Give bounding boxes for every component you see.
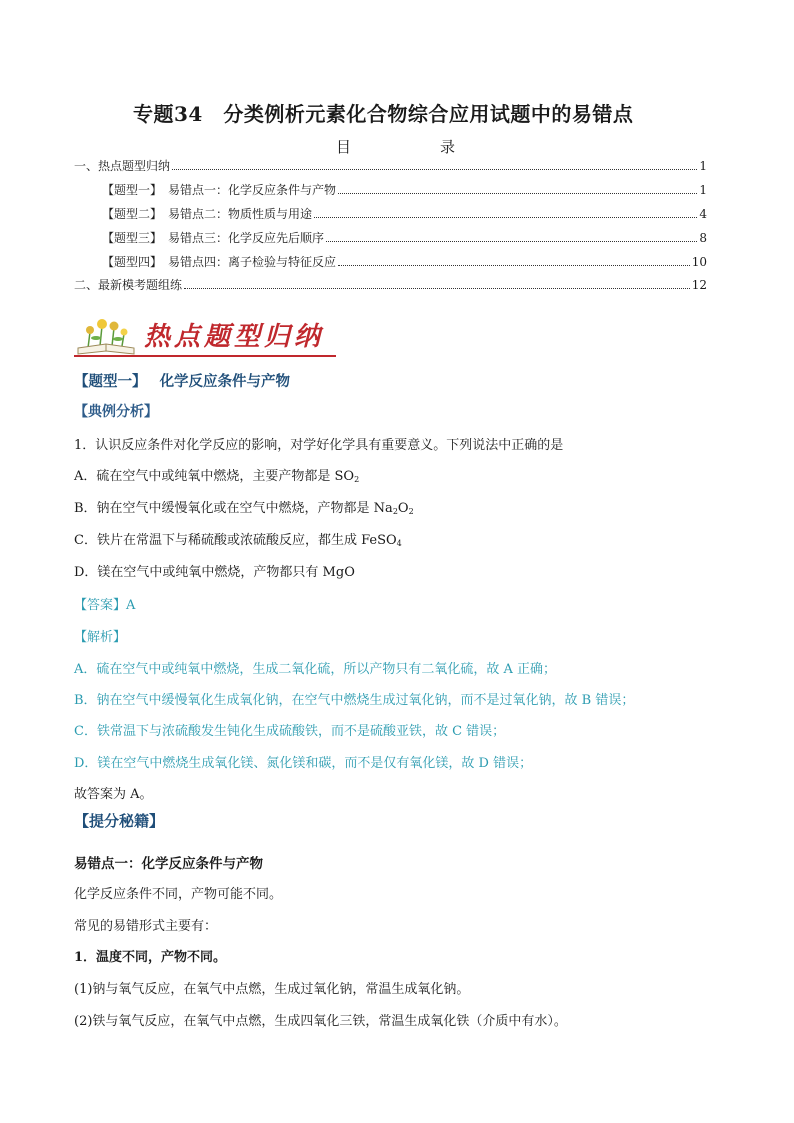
tips-title: 易错点一：化学反应条件与产物 (74, 856, 263, 872)
section-banner (74, 312, 336, 358)
toc-label: 【题型四】 易错点四：离子检验与特征反应 (102, 255, 337, 269)
toc-row-5[interactable] (102, 254, 707, 270)
toc-heading-b: 录 (440, 138, 456, 156)
toc-leader (338, 184, 697, 194)
example-analysis-tag: 【典例分析】 (74, 404, 158, 420)
toc-heading-a: 目 (336, 138, 352, 156)
toc-leader (314, 208, 697, 218)
analysis-line-d: D．镁在空气中燃烧生成氧化镁、氮化镁和碳，而不是仅有氧化镁，故 D 错误； (74, 756, 533, 771)
toc-page: 8 (699, 231, 707, 245)
tips-line-1: 化学反应条件不同，产物可能不同。 (74, 887, 283, 902)
toc-page: 10 (691, 255, 707, 269)
question-stem: 1．认识反应条件对化学反应的影响，对学好化学具有重要意义。下列说法中正确的是 (74, 438, 564, 453)
analysis-line-a: A．硫在空气中或纯氧中燃烧，生成二氧化硫，所以产物只有二氧化硫，故 A 正确； (74, 662, 557, 677)
toc-row-6[interactable] (74, 277, 707, 293)
tips-item-1: (1)钠与氧气反应，在氧气中点燃，生成过氧化钠，常温生成氧化钠。 (74, 982, 470, 997)
toc-row-4[interactable] (102, 230, 707, 246)
question-type-heading (74, 370, 290, 391)
toc-label: 【题型二】 易错点二：物质性质与用途 (102, 207, 313, 221)
toc-page: 12 (691, 278, 707, 292)
toc-row-3[interactable] (102, 206, 707, 222)
toc-leader (326, 232, 697, 242)
toc-leader (184, 279, 690, 289)
toc-leader (338, 256, 690, 266)
conclusion: 故答案为 A。 (74, 787, 153, 802)
page-title: 专题34 分类例析元素化合物综合应用试题中的易错点 (133, 102, 634, 126)
analysis-line-c: C．铁常温下与浓硫酸发生钝化生成硫酸铁，而不是硫酸亚铁，故 C 错误； (74, 724, 506, 739)
banner-text: 热点题型归纳 (144, 322, 325, 352)
option-c: C．铁片在常温下与稀硫酸或浓硫酸反应，都生成 FeSO$_4$ (74, 533, 402, 548)
toc-row-1[interactable] (74, 158, 707, 174)
question-type-tag: 【题型一】 (74, 373, 147, 390)
tips-point-1: 1．温度不同，产物不同。 (74, 950, 227, 965)
analysis-line-b: B．钠在空气中缓慢氧化生成氧化钠，在空气中燃烧生成过氧化钠，而不是过氧化钠，故 B 错误； (74, 693, 635, 708)
toc-label: 【题型三】 易错点三：化学反应先后顺序 (102, 231, 325, 245)
tips-item-2: (2)铁与氧气反应，在氧气中点燃，生成四氧化三铁，常温生成氧化铁（介质中有水）。 (74, 1014, 567, 1029)
option-d: D．镁在空气中或纯氧中燃烧，产物都只有 MgO (74, 565, 355, 580)
toc-label: 二、最新模考题组练 (74, 278, 183, 292)
option-b: B．钠在空气中缓慢氧化或在空气中燃烧，产物都是 $Na_2O_2$ (74, 501, 414, 516)
answer: 【答案】A (74, 598, 136, 613)
toc-label: 一、热点题型归纳 (74, 159, 171, 173)
question-type-title: 化学反应条件与产物 (159, 373, 291, 390)
tips-tag: 【提分秘籍】 (74, 812, 165, 830)
toc-page: 1 (699, 183, 707, 197)
toc-row-2[interactable] (102, 182, 707, 198)
toc-page: 1 (699, 159, 707, 173)
analysis-tag: 【解析】 (74, 630, 127, 645)
tips-line-2: 常见的易错形式主要有： (74, 919, 218, 934)
toc-label: 【题型一】 易错点一：化学反应条件与产物 (102, 183, 337, 197)
toc-page: 4 (699, 207, 707, 221)
toc-leader (172, 160, 697, 170)
option-a: A．硫在空气中或纯氧中燃烧，主要产物都是 $SO_2$ (74, 469, 360, 484)
